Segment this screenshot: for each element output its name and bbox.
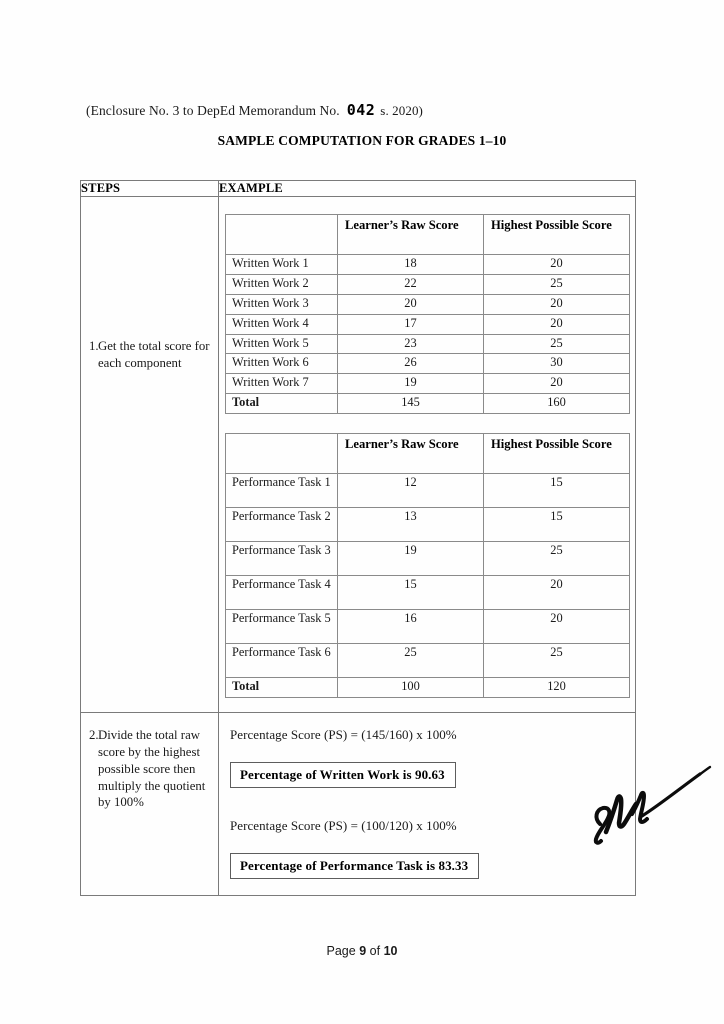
written-work-highest: 20	[484, 255, 630, 275]
written-work-label: Written Work 4	[226, 314, 338, 334]
performance-task-highest: 20	[484, 576, 630, 610]
written-work-score-table	[225, 214, 630, 414]
written-work-total-raw: 145	[338, 394, 484, 414]
step-2-text: Divide the total raw score by the highest possible score then multiply the quotient by 100%	[98, 727, 206, 810]
spacer	[225, 834, 625, 853]
performance-task-total-label: Total	[226, 678, 338, 698]
footer-page-number: 9	[359, 944, 367, 958]
step-2-row	[81, 712, 636, 895]
table-row	[226, 542, 630, 576]
table-row	[226, 334, 630, 354]
performance-task-result-box: Percentage of Performance Task is 83.33	[230, 853, 479, 879]
performance-task-raw: 15	[338, 576, 484, 610]
written-work-raw: 23	[338, 334, 484, 354]
table-row	[226, 644, 630, 678]
step-1-row	[81, 197, 636, 713]
performance-task-header-row	[226, 434, 630, 474]
footer-of-word: of	[369, 944, 381, 958]
page-title: SAMPLE COMPUTATION FOR GRADES 1–10	[217, 133, 507, 148]
performance-task-header-blank	[226, 434, 338, 474]
performance-task-highest: 25	[484, 644, 630, 678]
table-row	[226, 474, 630, 508]
written-work-label: Written Work 2	[226, 274, 338, 294]
written-work-header-highest-score: Highest Possible Score	[484, 215, 630, 255]
written-work-raw: 18	[338, 255, 484, 275]
performance-task-total-highest: 120	[484, 678, 630, 698]
step-2-example-cell	[219, 712, 636, 895]
written-work-highest: 25	[484, 274, 630, 294]
step-2-block	[81, 727, 218, 811]
written-work-raw: 19	[338, 374, 484, 394]
written-work-header-row	[226, 215, 630, 255]
written-work-raw: 22	[338, 274, 484, 294]
written-work-header-raw-score: Learner’s Raw Score	[338, 215, 484, 255]
written-work-total-highest: 160	[484, 394, 630, 414]
spacer	[225, 743, 625, 762]
outer-header-row	[81, 181, 636, 197]
performance-task-label: Performance Task 1	[226, 474, 338, 508]
enclosure-reference-line	[86, 101, 423, 119]
footer-total-pages: 10	[383, 944, 398, 958]
written-work-total-label: Total	[226, 394, 338, 414]
table-row	[226, 508, 630, 542]
table-row	[226, 314, 630, 334]
enclosure-prefix-text: (Enclosure No. 3 to DepEd Memorandum No.	[86, 103, 340, 118]
step-1-text: Get the total score for each component	[98, 339, 210, 370]
written-work-label: Written Work 7	[226, 374, 338, 394]
table-row	[226, 274, 630, 294]
performance-task-percentage-formula: Percentage Score (PS) = (100/120) x 100%	[230, 817, 457, 833]
written-work-raw: 17	[338, 314, 484, 334]
written-work-label: Written Work 6	[226, 354, 338, 374]
performance-task-total-row	[226, 678, 630, 698]
spacer	[225, 788, 625, 818]
sample-computation-table	[80, 180, 636, 896]
performance-task-raw: 16	[338, 610, 484, 644]
page-footer	[0, 944, 724, 958]
table-row	[226, 354, 630, 374]
performance-task-label: Performance Task 4	[226, 576, 338, 610]
step-1-example-cell	[219, 197, 636, 713]
performance-task-total-raw: 100	[338, 678, 484, 698]
performance-task-label: Performance Task 6	[226, 644, 338, 678]
performance-task-highest: 15	[484, 508, 630, 542]
performance-task-raw: 25	[338, 644, 484, 678]
performance-task-label: Performance Task 5	[226, 610, 338, 644]
written-work-label: Written Work 1	[226, 255, 338, 275]
performance-task-raw: 19	[338, 542, 484, 576]
written-work-highest: 20	[484, 314, 630, 334]
performance-task-highest: 15	[484, 474, 630, 508]
step-1-block	[81, 338, 218, 372]
step-1-number: 1.	[89, 339, 99, 353]
written-work-highest: 20	[484, 374, 630, 394]
written-work-result-box: Percentage of Written Work is 90.63	[230, 762, 456, 788]
table-row	[226, 610, 630, 644]
written-work-total-row	[226, 394, 630, 414]
performance-task-header-highest-score: Highest Possible Score	[484, 434, 630, 474]
performance-task-raw: 12	[338, 474, 484, 508]
footer-page-word: Page	[326, 944, 356, 958]
column-header-example: EXAMPLE	[219, 181, 636, 197]
performance-task-raw: 13	[338, 508, 484, 542]
written-work-highest: 25	[484, 334, 630, 354]
table-spacer	[225, 414, 623, 433]
written-work-highest: 20	[484, 294, 630, 314]
performance-task-label: Performance Task 2	[226, 508, 338, 542]
written-work-highest: 30	[484, 354, 630, 374]
step-2-cell	[81, 712, 219, 895]
written-work-header-blank	[226, 215, 338, 255]
performance-task-highest: 20	[484, 610, 630, 644]
written-work-percentage-formula: Percentage Score (PS) = (145/160) x 100%	[230, 726, 457, 742]
step-1-cell	[81, 197, 219, 713]
series-year-text: s. 2020)	[380, 103, 423, 118]
performance-task-label: Performance Task 3	[226, 542, 338, 576]
table-row	[226, 294, 630, 314]
column-header-steps: STEPS	[81, 181, 219, 197]
performance-task-score-table	[225, 433, 630, 698]
table-row	[226, 576, 630, 610]
table-row	[226, 255, 630, 275]
memorandum-number-stamp: 042	[346, 101, 376, 119]
performance-task-header-raw-score: Learner’s Raw Score	[338, 434, 484, 474]
written-work-raw: 20	[338, 294, 484, 314]
written-work-raw: 26	[338, 354, 484, 374]
performance-task-highest: 25	[484, 542, 630, 576]
table-row	[226, 374, 630, 394]
written-work-label: Written Work 5	[226, 334, 338, 354]
step-2-number: 2.	[89, 727, 99, 742]
written-work-label: Written Work 3	[226, 294, 338, 314]
